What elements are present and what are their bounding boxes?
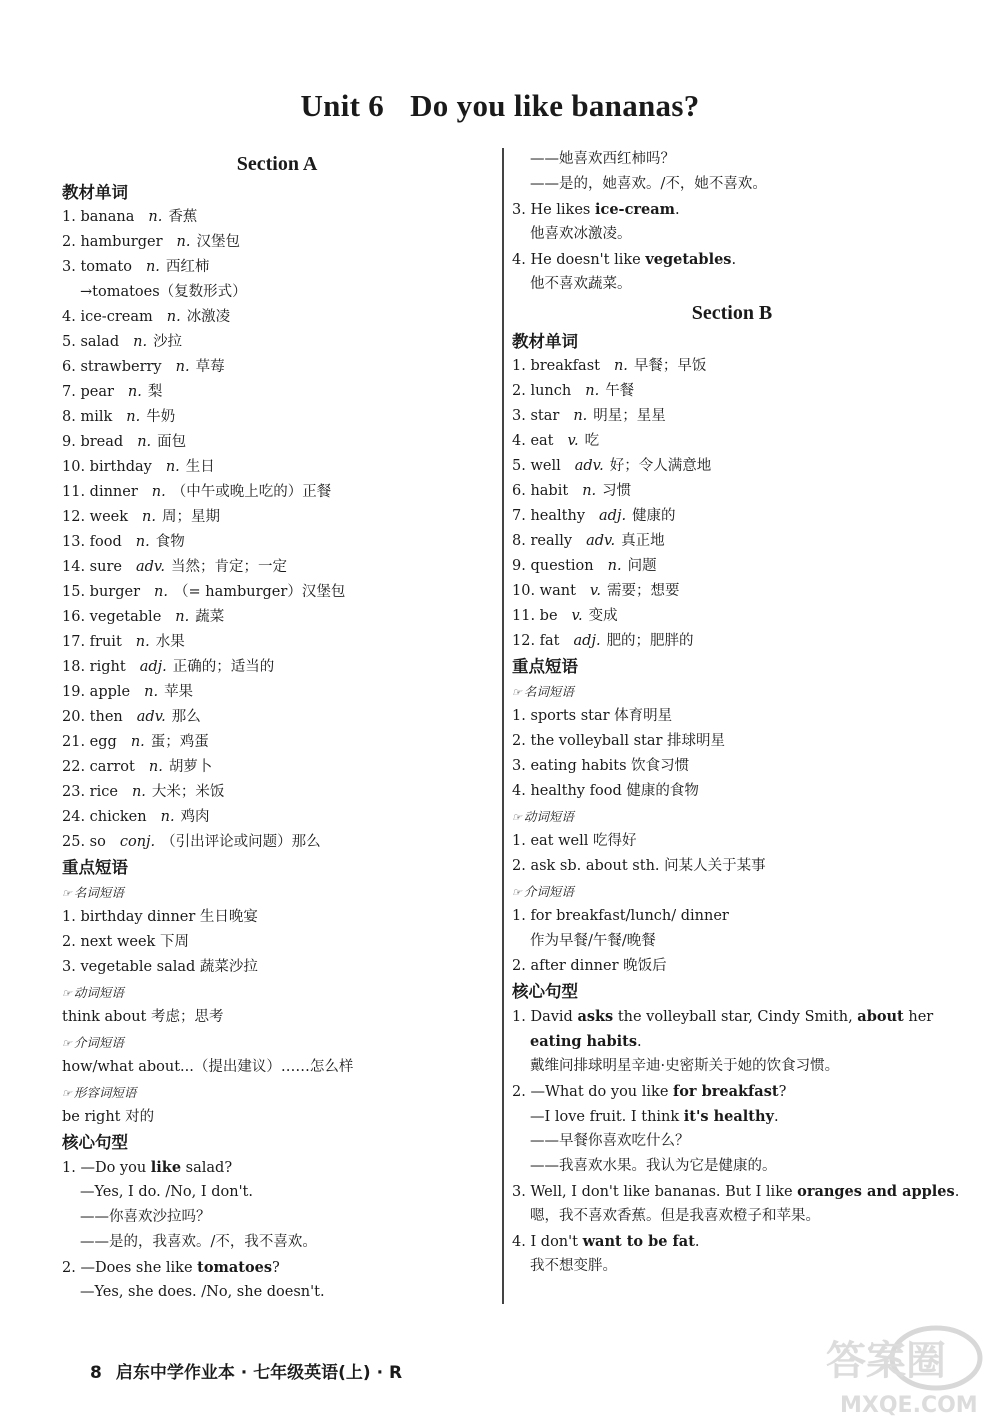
sentence-text: 4. I don't [512, 1234, 583, 1250]
vocab-item [62, 555, 492, 580]
vocab-word: carrot [89, 759, 135, 775]
vocab-item [512, 354, 952, 379]
vocab-item [512, 454, 952, 479]
vocab-number: 16. [62, 609, 86, 625]
vocab-item [512, 554, 952, 579]
part-of-speech: conj. [119, 834, 156, 850]
vocab-meaning: 汉堡包 [196, 234, 240, 250]
key-phrase: about [857, 1008, 904, 1025]
sentence-text: salad? [181, 1160, 233, 1176]
vocab-meaning: 冰激凌 [186, 309, 231, 325]
sentence-text: her [903, 1009, 934, 1025]
vocab-item [512, 579, 952, 604]
part-of-speech: n. [154, 584, 168, 600]
vocab-word: apple [89, 684, 131, 700]
right-column [512, 147, 960, 1279]
vocab-meaning: 正确的；适当的 [172, 659, 275, 675]
vocab-item [62, 830, 492, 855]
vocab-item [62, 205, 492, 230]
vocab-item [62, 480, 492, 505]
vocab-number: 15. [62, 584, 86, 600]
part-of-speech: v. [567, 433, 579, 449]
vocab-number: 14. [62, 559, 86, 575]
vocab-number: 19. [62, 684, 86, 700]
vocab-item [512, 479, 952, 504]
vocab-number: 13. [62, 534, 86, 550]
unit-label: Unit 6 [300, 88, 385, 123]
vocab-word: lunch [530, 383, 572, 399]
part-of-speech: n. [176, 234, 191, 250]
vocab-item [62, 705, 492, 730]
phrase-category [62, 880, 492, 905]
vocab-meaning: 吃 [584, 433, 600, 449]
part-of-speech: n. [127, 384, 142, 400]
key-phrase: ice-cream [594, 201, 675, 218]
vocab-meaning: 问题 [627, 558, 657, 574]
part-of-speech: n. [135, 634, 150, 650]
sentence-text: 2. —Does she like [62, 1260, 198, 1276]
vocab-number: 25. [62, 834, 86, 850]
vocab-number: 11. [62, 484, 86, 500]
sentence-text: ? [778, 1084, 787, 1100]
key-phrase: oranges and apples [797, 1183, 955, 1200]
book-title: 启东中学作业本 · 七年级英语(上) · R [115, 1363, 403, 1383]
part-of-speech: n. [160, 809, 175, 825]
vocab-meaning: 苹果 [164, 684, 194, 700]
sentence-text: 1. —Do you [62, 1160, 151, 1176]
part-of-speech: adv. [586, 533, 616, 549]
page-number: 8 [90, 1363, 102, 1383]
vocab-number: 5. [512, 458, 526, 474]
sentence-line [512, 247, 952, 272]
vocab-item [62, 355, 492, 380]
vocab-word: strawberry [80, 359, 162, 375]
phrase-category [62, 980, 492, 1005]
vocab-item [62, 430, 492, 455]
vocab-number: 4. [62, 309, 76, 325]
sentence-line [512, 1079, 952, 1104]
vocab-word: question [530, 558, 594, 574]
phrase-category-label: 动词短语 [523, 809, 574, 824]
page-title [0, 88, 1000, 124]
bullet-icon: ☞ [62, 987, 72, 1000]
block-heading: 核心句型 [512, 982, 578, 1001]
vocab-number: 5. [62, 334, 76, 350]
vocab-meaning: 真正地 [621, 533, 665, 549]
vocab-number: 7. [62, 384, 76, 400]
part-of-speech: n. [148, 209, 163, 225]
text-line: —Yes, she does. /No, she doesn't. [80, 1284, 325, 1300]
phrase-category-label: 动词短语 [73, 985, 124, 1000]
vocab-number: 1. [62, 209, 76, 225]
vocab-word: vegetable [89, 609, 162, 625]
vocab-number: 7. [512, 508, 526, 524]
vocab-meaning: 鸡肉 [180, 809, 210, 825]
vocab-word: banana [80, 209, 135, 225]
vocab-word: hamburger [80, 234, 163, 250]
phrase-category [62, 1030, 492, 1055]
vocab-meaning: 蛋；鸡蛋 [150, 734, 209, 750]
vocab-item [62, 805, 492, 830]
watermark-logo [818, 1320, 988, 1420]
bullet-icon: ☞ [512, 886, 522, 899]
part-of-speech: adj. [599, 508, 627, 524]
text-line: 1. sports star 体育明星 [512, 708, 673, 724]
bullet-icon: ☞ [62, 887, 72, 900]
vocab-word: star [530, 408, 560, 424]
watermark-text: 答案圈 [826, 1338, 946, 1384]
part-of-speech: n. [573, 408, 588, 424]
key-phrase: eating habits [530, 1033, 638, 1050]
section-heading: Section B [691, 302, 773, 324]
bullet-icon: ☞ [512, 686, 522, 699]
vocab-meaning: 习惯 [602, 483, 632, 499]
part-of-speech: n. [145, 259, 160, 275]
text-line: 4. healthy food 健康的食物 [512, 783, 699, 799]
vocab-number: 20. [62, 709, 86, 725]
vocab-number: 17. [62, 634, 86, 650]
text-line: 2. the volleyball star 排球明星 [512, 733, 726, 749]
vocab-word: pear [80, 384, 114, 400]
block-heading: 教材单词 [62, 183, 128, 202]
vocab-item [512, 629, 952, 654]
sentence-text: 2. —What do you like [512, 1084, 674, 1100]
vocab-meaning: 生日 [185, 459, 215, 475]
vocab-item [512, 404, 952, 429]
phrase-category [62, 1080, 492, 1105]
part-of-speech: n. [137, 434, 152, 450]
text-line: 1. eat well 吃得好 [512, 833, 637, 849]
block-heading: 教材单词 [512, 332, 578, 351]
watermark-url: MXQE.COM [840, 1393, 978, 1418]
sentence-text: —I love fruit. I think [530, 1109, 684, 1125]
vocab-meaning: 胡萝卜 [168, 759, 213, 775]
phrase-category-label: 名词短语 [523, 684, 574, 699]
vocab-meaning: 当然；肯定；一定 [170, 559, 287, 575]
vocab-meaning: 梨 [147, 384, 163, 400]
text-line: think about 考虑；思考 [62, 1009, 224, 1025]
vocab-item [62, 455, 492, 480]
text-line: 我不想变胖。 [530, 1258, 617, 1274]
vocab-item [62, 230, 492, 255]
vocab-meaning: （引出评论或问题）那么 [161, 834, 321, 850]
part-of-speech: adv. [136, 709, 166, 725]
part-of-speech: n. [613, 358, 628, 374]
vocab-meaning: 水果 [155, 634, 185, 650]
key-phrase: for breakfast [673, 1083, 779, 1100]
text-line: 嗯，我不喜欢香蕉。但是我喜欢橙子和苹果。 [530, 1208, 820, 1224]
text-line: ——是的，她喜欢。/不，她不喜欢。 [530, 176, 767, 192]
sentence-text: . [675, 202, 680, 218]
text-line: ——早餐你喜欢吃什么？ [530, 1133, 690, 1149]
section-heading: Section A [236, 153, 318, 175]
part-of-speech: adv. [135, 559, 165, 575]
phrase-category [512, 879, 952, 904]
vocab-number: 1. [512, 358, 526, 374]
text-line: 戴维问排球明星辛迪·史密斯关于她的饮食习惯。 [530, 1058, 840, 1074]
sentence-line [512, 1004, 952, 1029]
vocab-meaning: 牛奶 [146, 409, 176, 425]
vocab-meaning: 午餐 [605, 383, 635, 399]
vocab-item [62, 405, 492, 430]
sentence-text: . [773, 1109, 779, 1125]
vocab-meaning: 变成 [588, 608, 618, 624]
vocab-word: burger [89, 584, 141, 600]
vocab-word: birthday [89, 459, 152, 475]
block-heading: 重点短语 [62, 858, 128, 877]
part-of-speech: n. [126, 409, 141, 425]
block-heading: 重点短语 [512, 657, 578, 676]
vocab-meaning: 健康的 [632, 508, 676, 524]
block-heading: 核心句型 [62, 1133, 128, 1152]
phrase-category [512, 804, 952, 829]
key-phrase: vegetables [645, 251, 732, 268]
text-line: 1. birthday dinner 生日晚宴 [62, 909, 258, 925]
part-of-speech: n. [144, 684, 159, 700]
vocab-number: 6. [62, 359, 76, 375]
vocab-item [62, 255, 492, 280]
key-phrase: asks [577, 1008, 614, 1025]
vocab-meaning: （= hamburger）汉堡包 [173, 584, 346, 600]
vocab-meaning: 大米；米饭 [151, 784, 225, 800]
vocab-meaning: （中午或晚上吃的）正餐 [171, 484, 332, 500]
vocab-number: 12. [512, 633, 536, 649]
part-of-speech: v. [589, 583, 601, 599]
text-line: ——我喜欢水果。我认为它是健康的。 [530, 1158, 777, 1174]
vocab-number: 11. [512, 608, 536, 624]
text-line: 2. ask sb. about sth. 问某人关于某事 [512, 858, 766, 874]
bullet-icon: ☞ [62, 1037, 72, 1050]
vocab-item [62, 780, 492, 805]
vocab-meaning: 西红柿 [165, 259, 210, 275]
vocab-item [512, 604, 952, 629]
part-of-speech: n. [131, 784, 146, 800]
vocab-number: 10. [62, 459, 86, 475]
vocab-word: be [539, 608, 558, 624]
vocab-meaning: 蔬菜 [195, 609, 225, 625]
vocab-item [62, 380, 492, 405]
vocab-item [62, 630, 492, 655]
part-of-speech: v. [571, 608, 583, 624]
vocab-word: then [89, 709, 123, 725]
key-phrase: like [150, 1159, 182, 1176]
vocab-number: 22. [62, 759, 86, 775]
vocab-word: egg [89, 734, 117, 750]
vocab-word: really [530, 533, 573, 549]
vocab-meaning: 肥的；肥胖的 [606, 633, 694, 649]
phrase-category [512, 679, 952, 704]
sentence-text: . [637, 1034, 642, 1050]
vocab-item [62, 655, 492, 680]
sentence-line [512, 1029, 952, 1054]
vocab-meaning: 沙拉 [153, 334, 183, 350]
sentence-line [62, 1255, 492, 1280]
text-line: ——你喜欢沙拉吗？ [80, 1209, 211, 1225]
vocab-word: sure [89, 559, 122, 575]
vocab-word: dinner [89, 484, 138, 500]
vocab-word: habit [530, 483, 569, 499]
text-line: 他不喜欢蔬菜。 [530, 276, 632, 292]
sentence-line [512, 197, 952, 222]
part-of-speech: n. [582, 483, 597, 499]
vocab-meaning: 明星；星星 [593, 408, 666, 424]
vocab-item [62, 580, 492, 605]
vocab-word: fruit [89, 634, 122, 650]
vocab-meaning: 早餐；早饭 [633, 358, 707, 374]
vocab-number: 9. [512, 558, 526, 574]
vocab-number: 10. [512, 583, 536, 599]
part-of-speech: n. [175, 609, 190, 625]
vocab-meaning: 草莓 [195, 359, 225, 375]
text-line: —Yes, I do. /No, I don't. [80, 1184, 253, 1200]
vocab-word: salad [80, 334, 120, 350]
vocab-word: chicken [89, 809, 147, 825]
vocab-number: 2. [62, 234, 76, 250]
vocab-word: healthy [530, 508, 586, 524]
vocab-item [512, 379, 952, 404]
phrase-category-label: 介词短语 [523, 884, 574, 899]
vocab-number: 4. [512, 433, 526, 449]
part-of-speech: adv. [574, 458, 604, 474]
vocab-word: bread [80, 434, 124, 450]
vocab-item [62, 505, 492, 530]
bullet-icon: ☞ [62, 1087, 72, 1100]
vocab-item [62, 305, 492, 330]
vocab-number: 3. [62, 259, 76, 275]
vocab-number: 8. [512, 533, 526, 549]
vocab-word: fat [539, 633, 560, 649]
part-of-speech: n. [585, 383, 600, 399]
vocab-word: eat [530, 433, 554, 449]
part-of-speech: n. [148, 759, 163, 775]
text-line: how/what about...（提出建议）……怎么样 [62, 1059, 354, 1075]
vocab-meaning: 面包 [157, 434, 187, 450]
sentence-text: 3. Well, I don't like bananas. But I like [512, 1184, 798, 1200]
part-of-speech: n. [133, 334, 148, 350]
sentence-text: ? [272, 1260, 280, 1276]
text-line: 2. next week 下周 [62, 934, 189, 950]
sentence-text: . [694, 1234, 700, 1250]
vocab-word: rice [89, 784, 118, 800]
vocab-meaning: 好；令人满意地 [609, 458, 712, 474]
vocab-number: 18. [62, 659, 86, 675]
vocab-item [512, 504, 952, 529]
text-line: ——是的，我喜欢。/不，我不喜欢。 [80, 1234, 317, 1250]
vocab-word: week [89, 509, 129, 525]
vocab-word: well [530, 458, 561, 474]
key-phrase: want to be fat [582, 1233, 695, 1250]
vocab-word: right [89, 659, 126, 675]
text-line: be right 对的 [62, 1109, 155, 1125]
sentence-line [512, 1229, 952, 1254]
text-line: 2. after dinner 晚饭后 [512, 958, 667, 974]
sentence-text: 1. David [512, 1009, 578, 1025]
column-divider [502, 148, 504, 1304]
unit-title: Do you like bananas? [410, 88, 700, 123]
vocab-number: 23. [62, 784, 86, 800]
text-line: 3. vegetable salad 蔬菜沙拉 [62, 959, 258, 975]
vocab-meaning: 周；星期 [162, 509, 220, 525]
sentence-text: . [954, 1184, 960, 1200]
sentence-text: . [731, 252, 737, 268]
vocab-number: 12. [62, 509, 86, 525]
vocab-meaning: 食物 [155, 534, 185, 550]
part-of-speech: n. [165, 459, 180, 475]
vocab-word: so [89, 834, 106, 850]
vocab-item [62, 680, 492, 705]
vocab-number: 2. [512, 383, 526, 399]
vocab-word: milk [80, 409, 113, 425]
text-line: 1. for breakfast/lunch/ dinner [512, 908, 729, 924]
vocab-number: 3. [512, 408, 526, 424]
text-line: 他喜欢冰激凌。 [530, 226, 632, 242]
phrase-category-label: 形容词短语 [73, 1085, 137, 1100]
sentence-text: the volleyball star, Cindy Smith, [613, 1009, 858, 1025]
vocab-meaning: 那么 [171, 709, 201, 725]
sentence-line [62, 1155, 492, 1180]
vocab-word: breakfast [530, 358, 600, 374]
vocab-number: 21. [62, 734, 86, 750]
vocab-item [62, 755, 492, 780]
sentence-line [512, 1104, 952, 1129]
part-of-speech: n. [607, 558, 622, 574]
sentence-line [512, 1179, 960, 1204]
sentence-text: 4. He doesn't like [512, 252, 646, 268]
vocab-word: tomato [80, 259, 132, 275]
part-of-speech: adj. [573, 633, 601, 649]
part-of-speech: n. [151, 484, 166, 500]
vocab-word: food [89, 534, 122, 550]
vocab-item [62, 530, 492, 555]
text-line: 作为早餐/午餐/晚餐 [530, 933, 656, 949]
key-phrase: it's healthy [683, 1108, 774, 1125]
part-of-speech: n. [142, 509, 156, 525]
vocab-item [512, 429, 952, 454]
vocab-item [62, 730, 492, 755]
vocab-word: ice-cream [80, 309, 153, 325]
left-column [62, 148, 492, 1305]
sentence-text: 3. He likes [512, 202, 595, 218]
text-line: →tomatoes（复数形式） [80, 284, 247, 300]
vocab-number: 24. [62, 809, 86, 825]
text-line: ——她喜欢西红柿吗？ [530, 151, 675, 167]
part-of-speech: n. [130, 734, 145, 750]
part-of-speech: adj. [139, 659, 167, 675]
vocab-word: want [539, 583, 576, 599]
vocab-meaning: 需要；想要 [607, 583, 680, 599]
watermark-icon [818, 1320, 988, 1420]
phrase-category-label: 名词短语 [73, 885, 124, 900]
vocab-item [62, 605, 492, 630]
key-phrase: tomatoes [197, 1259, 273, 1276]
vocab-item [512, 529, 952, 554]
bullet-icon: ☞ [512, 811, 522, 824]
vocab-number: 8. [62, 409, 76, 425]
vocab-meaning: 香蕉 [168, 209, 198, 225]
part-of-speech: n. [135, 534, 150, 550]
phrase-category-label: 介词短语 [73, 1035, 124, 1050]
text-line: 3. eating habits 饮食习惯 [512, 758, 690, 774]
vocab-item [62, 330, 492, 355]
part-of-speech: n. [166, 309, 181, 325]
vocab-number: 9. [62, 434, 76, 450]
vocab-number: 6. [512, 483, 526, 499]
part-of-speech: n. [175, 359, 190, 375]
page-footer [90, 1358, 402, 1383]
